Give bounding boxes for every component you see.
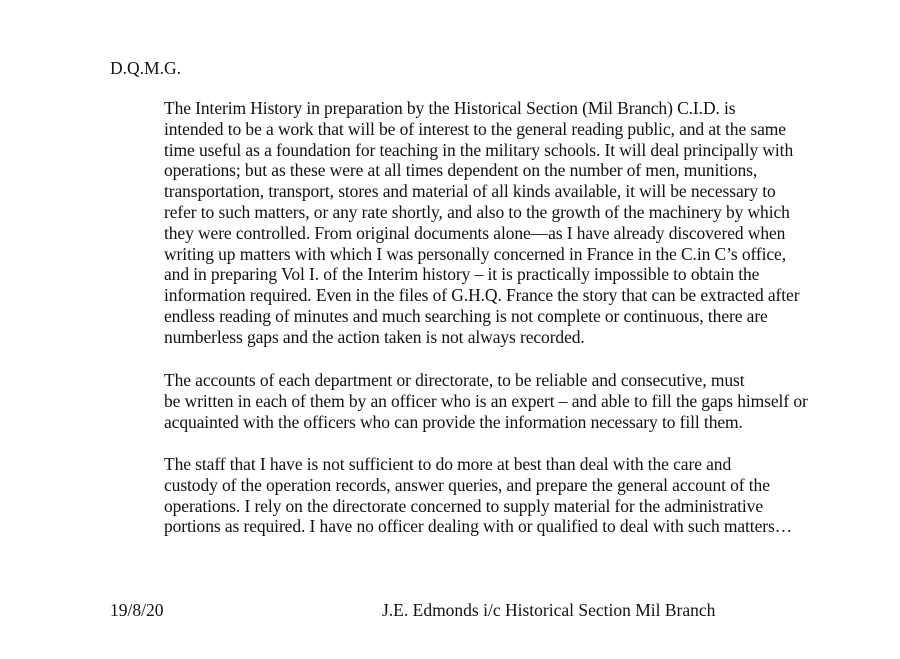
signature-line: J.E. Edmonds i/c Historical Section Mil Branch xyxy=(382,600,716,620)
text-line: numberless gaps and the action taken is not always recorded. xyxy=(164,326,585,347)
text-line: operations; but as these were at all times dependent on the number of men, munitions, xyxy=(164,160,758,181)
text-line: be written in each of them by an officer who is an expert – and able to fill the gaps himself or xyxy=(164,390,808,411)
paragraph-department-accounts xyxy=(110,370,808,432)
text-line: portions as required. I have no officer dealing with or qualified to deal with such matters… xyxy=(164,516,793,537)
text-line: intended to be a work that will be of interest to the general reading public, and at the same xyxy=(164,118,786,139)
text-line: The staff that I have is not sufficient to do more at best than deal with the care and xyxy=(164,454,732,474)
text-line: operations. I rely on the directorate concerned to supply material for the administrative xyxy=(164,495,764,516)
text-line: writing up matters with which I was personally concerned in France in the C.in C’s office, xyxy=(164,243,786,264)
text-line: information required. Even in the files of G.H.Q. France the story that can be extracted after xyxy=(164,285,800,306)
paragraph-interim-history xyxy=(110,98,800,348)
text-line: time useful as a foundation for teaching in the military schools. It will deal principally with xyxy=(164,139,794,160)
text-line: transportation, transport, stores and material of all kinds available, it will be necessary to xyxy=(164,181,776,202)
text-line: The Interim History in preparation by the Historical Section (Mil Branch) C.I.D. is xyxy=(164,98,736,118)
text-line: custody of the operation records, answer queries, and prepare the general account of the xyxy=(164,474,770,495)
paragraph-staff-insufficient xyxy=(110,454,800,537)
text-line: and in preparing Vol I. of the Interim history – it is practically impossible to obtain the xyxy=(164,264,760,285)
text-line: The accounts of each department or directorate, to be reliable and consecutive, must xyxy=(164,370,745,390)
text-line: they were controlled. From original documents alone—as I have already discovered when xyxy=(164,222,786,243)
text-line: refer to such matters, or any rate shortly, and also to the growth of the machinery by which xyxy=(164,201,790,222)
document-date: 19/8/20 xyxy=(110,600,164,620)
addressee-heading: D.Q.M.G. xyxy=(110,58,181,78)
text-line: acquainted with the officers who can provide the information necessary to fill them. xyxy=(164,411,743,432)
text-line: endless reading of minutes and much searching is not complete or continuous, there are xyxy=(164,305,768,326)
